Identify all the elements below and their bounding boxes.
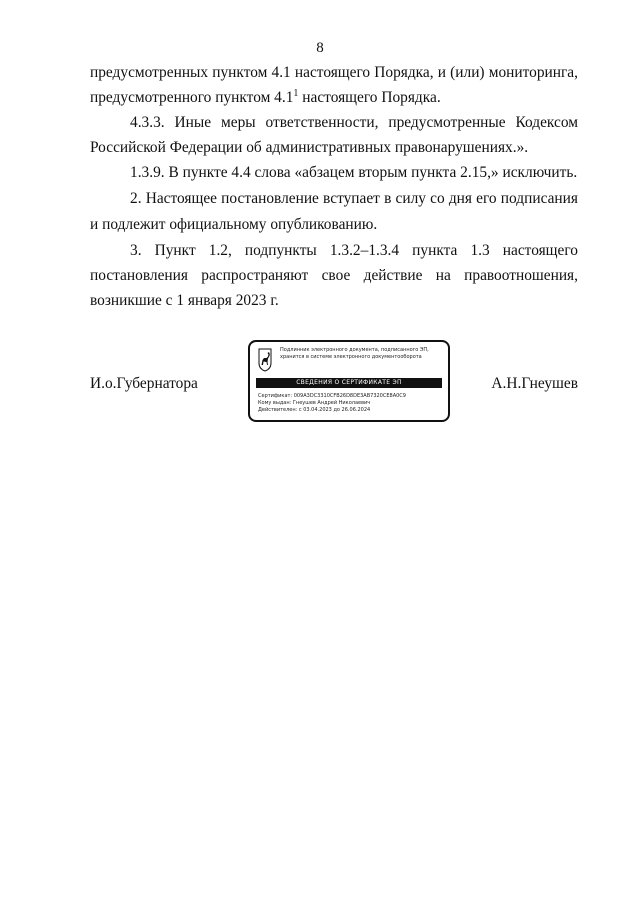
paragraph-line: постановления распространяют свое действие на правоотношения,	[90, 267, 578, 284]
stamp-header-line: хранится в системе электронного документооборота	[280, 353, 422, 360]
paragraph-text: настоящего Порядка.	[298, 89, 441, 106]
paragraph-text: предусмотренного пунктом 4.1	[90, 89, 294, 106]
paragraph-line: возникшие с 1 января 2023 г.	[90, 292, 279, 309]
stamp-details	[258, 393, 446, 414]
paragraph-line: предусмотренных пунктом 4.1 настоящего Порядка, и (или) мониторинга,	[90, 64, 578, 81]
certificate-validity: Действителен: с 03.04.2023 до 26.06.2024	[258, 407, 371, 413]
paragraph-line	[90, 88, 578, 108]
paragraph-line: 1.3.9. В пункте 4.4 слова «абзацем вторым пункта 2.15,» исключить.	[130, 164, 578, 181]
signatory-name: А.Н.Гнеушев	[491, 375, 578, 392]
electronic-signature-stamp	[248, 340, 450, 422]
certificate-number: Сертификат: 009A3DC3310CFB26D8DE3AB7320CE8A0C9	[258, 393, 406, 399]
paragraph-line: 2. Настоящее постановление вступает в силу со дня его подписания	[130, 190, 578, 207]
stamp-header-line: Подлинник электронного документа, подписанного ЭП,	[280, 347, 429, 353]
paragraph-line: 3. Пункт 1.2, подпункты 1.3.2–1.3.4 пункта 1.3 настоящего	[130, 242, 578, 259]
signatory-position: И.о.Губернатора	[90, 375, 198, 392]
page-number: 8	[316, 40, 324, 56]
paragraph-line: и подлежит официальному опубликованию.	[90, 216, 378, 233]
coat-of-arms-icon	[258, 348, 272, 372]
stamp-title: СВЕДЕНИЯ О СЕРТИФИКАТЕ ЭП	[256, 378, 442, 388]
certificate-owner: Кому выдан: Гнеушев Андрей Николаевич	[258, 400, 371, 406]
stamp-header	[280, 347, 446, 360]
paragraph-line: 4.3.3. Иные меры ответственности, предусмотренные Кодексом	[130, 114, 578, 131]
paragraph-line: Российской Федерации об административных правонарушениях.».	[90, 139, 529, 156]
superscript: 1	[293, 88, 299, 99]
